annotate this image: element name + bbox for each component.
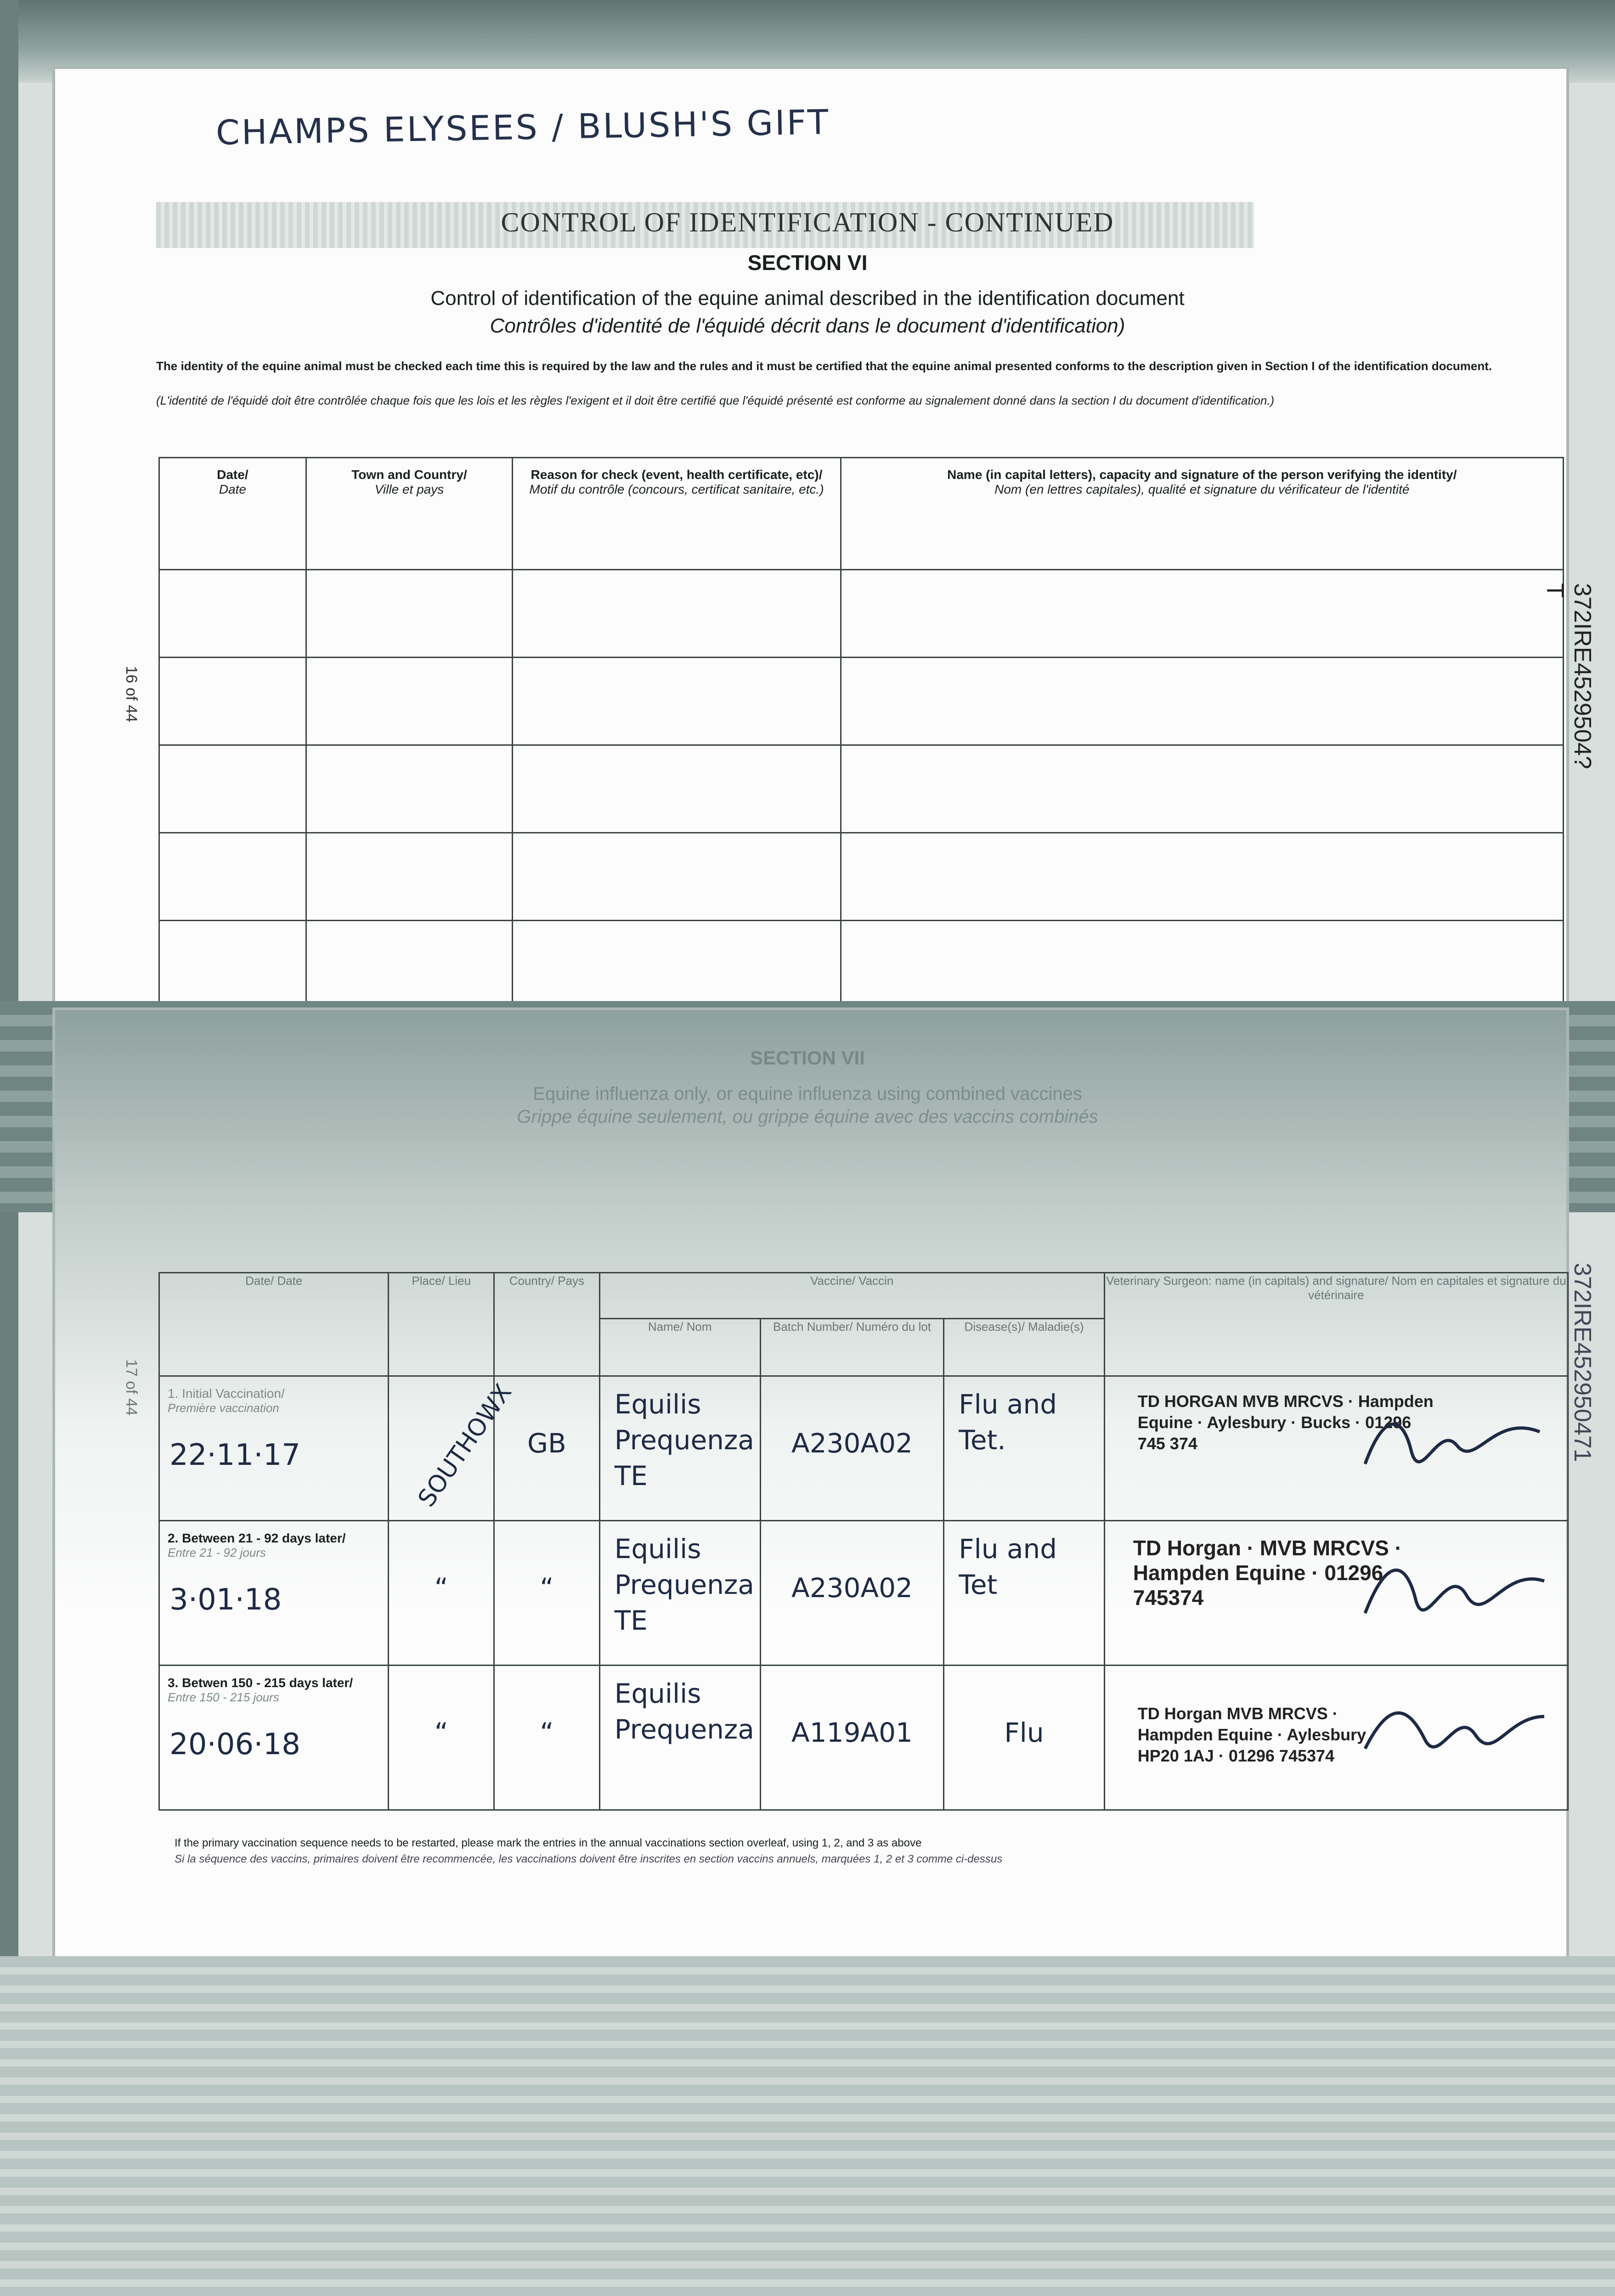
col-date: Date/ Date xyxy=(159,458,306,570)
place-cell: “ xyxy=(389,1521,494,1666)
subtitle-fr: Contrôles d'identité de l'équidé décrit dans le document d'identification) xyxy=(490,315,1125,337)
vet-stamp-cell xyxy=(1104,1376,1568,1521)
scan-background-bottom xyxy=(0,1956,1615,2296)
handwritten-date: 20·06·18 xyxy=(169,1728,300,1761)
intro-en: The identity of the equine animal must be checked each time this is required by the law and the rules and it must be certified that the equine animal presented conforms to the description given in Section I of the identification document. xyxy=(156,359,1492,373)
vaccine-name-cell: Equilis Prequenza xyxy=(599,1666,760,1810)
disease-cell: Flu xyxy=(944,1666,1104,1810)
vaccine-name-cell: Equilis Prequenza TE xyxy=(599,1376,760,1521)
intro-fr: (L'identité de l'équidé doit être contrôlée chaque fois que les lois et les règles l'exigent et il doit être certifié que l'équidé présenté est conforme au signalement donné dans la section I du document d'identification.) xyxy=(156,394,1275,407)
passport-id-number: 372IRE4529504?T xyxy=(1542,583,1596,769)
dose-date-cell: 2. Between 21 - 92 days later/ Entre 21 - 92 jours 3·01·18 xyxy=(159,1521,389,1666)
vac-header-row xyxy=(159,1273,1568,1319)
footnote-fr: Si la séquence des vaccins, primaires doivent être recommencée, les vaccinations doivent être inscrites en section vaccins annuels, marquées 1, 2 et 3 comme ci-dessus xyxy=(175,1853,1003,1865)
subtitle-en: Control of identification of the equine animal described in the identification document xyxy=(430,287,1185,310)
table-row xyxy=(159,570,1564,658)
table-row xyxy=(159,745,1564,833)
passport-id-number: 372IRE452950471 xyxy=(1569,1263,1596,1462)
vet-stamp: TD Horgan · MVB MRCVS · Hampden Equine · 01296 745374 xyxy=(1133,1536,1402,1609)
table-row xyxy=(159,1666,1568,1810)
disease-cell: Flu and Tet xyxy=(944,1521,1104,1666)
col-vac-vet: Veterinary Surgeon: name (in capitals) and signature/ Nom en capitales et signature du vétérinaire xyxy=(1104,1273,1568,1376)
section-title: SECTION VI xyxy=(747,251,868,275)
col-vac-batch: Batch Number/ Numéro du lot xyxy=(760,1319,944,1376)
country-cell: GB xyxy=(494,1376,600,1521)
vet-signature xyxy=(1356,1540,1549,1632)
faded-section-line-fr: Grippe équine seulement, ou grippe équine avec des vaccins combinés xyxy=(517,1107,1098,1127)
col-reason: Reason for check (event, health certificate, etc)/ Motif du contrôle (concours, certificat sanitaire, etc.) xyxy=(513,458,841,570)
vet-stamp: TD Horgan MVB MRCVS · Hampden Equine · Aylesbury HP20 1AJ · 01296 745374 xyxy=(1137,1704,1367,1765)
page-number: 17 of 44 xyxy=(123,1359,140,1416)
vaccination-table xyxy=(158,1272,1569,1811)
table-row xyxy=(159,1521,1568,1666)
country-cell: “ xyxy=(494,1666,600,1810)
batch-cell: A230A02 xyxy=(760,1376,944,1521)
page-number: 16 of 44 xyxy=(123,666,140,722)
col-vac-disease: Disease(s)/ Maladie(s) xyxy=(944,1319,1104,1376)
handwritten-date: 3·01·18 xyxy=(169,1583,282,1617)
place-cell xyxy=(389,1376,518,1521)
col-vac-date: Date/ Date xyxy=(159,1273,389,1376)
vet-stamp: TD HORGAN MVB MRCVS · Hampden Equine · Aylesbury · Bucks · 01296 745 374 xyxy=(1137,1392,1434,1453)
table-row xyxy=(159,921,1564,1008)
batch-cell: A119A01 xyxy=(760,1666,944,1810)
faded-section-title: SECTION VII xyxy=(750,1047,865,1069)
table-row xyxy=(159,658,1564,745)
identification-check-table xyxy=(158,457,1564,1009)
col-vac-place: Place/ Lieu xyxy=(389,1273,494,1376)
footnote-en: If the primary vaccination sequence needs to be restarted, please mark the entries in the annual vaccinations section overleaf, using 1, 2, and 3 as above xyxy=(175,1837,922,1849)
vet-stamp-cell xyxy=(1104,1666,1568,1810)
control-title: CONTROL OF IDENTIFICATION - CONTINUED xyxy=(501,207,1114,237)
table-row xyxy=(159,833,1564,921)
disease-cell: Flu and Tet. xyxy=(944,1376,1104,1521)
col-town-country: Town and Country/ Ville et pays xyxy=(306,458,513,570)
col-verifier: Name (in capital letters), capacity and signature of the person verifying the identity/ Nom (en lettres capitales), qualité et signature du vérificateur de l'identité xyxy=(841,458,1563,570)
handwritten-place: SOUTHOWX xyxy=(413,1379,518,1512)
col-vac-vaccine: Vaccine/ Vaccin xyxy=(599,1273,1104,1319)
place-cell: “ xyxy=(389,1666,494,1810)
vet-signature xyxy=(1356,1684,1549,1776)
faded-section-line-en: Equine influenza only, or equine influenza using combined vaccines xyxy=(533,1084,1082,1104)
col-vac-name: Name/ Nom xyxy=(599,1319,760,1376)
dose-date-cell: 1. Initial Vaccination/ Première vaccination 22·11·17 xyxy=(159,1376,389,1521)
table-header-row xyxy=(159,458,1564,570)
country-cell: “ xyxy=(494,1521,600,1666)
handwritten-horse-name: CHAMPS ELYSEES / BLUSH'S GIFT xyxy=(215,102,830,153)
dose-date-cell: 3. Betwen 150 - 215 days later/ Entre 150 - 215 jours 20·06·18 xyxy=(159,1666,389,1810)
vet-signature xyxy=(1356,1395,1549,1487)
batch-cell: A230A02 xyxy=(760,1521,944,1666)
table-row xyxy=(159,1376,1568,1521)
vet-stamp-cell xyxy=(1104,1521,1568,1666)
handwritten-date: 22·11·17 xyxy=(169,1438,300,1472)
vaccine-name-cell: Equilis Prequenza TE xyxy=(599,1521,760,1666)
col-vac-country: Country/ Pays xyxy=(494,1273,600,1376)
